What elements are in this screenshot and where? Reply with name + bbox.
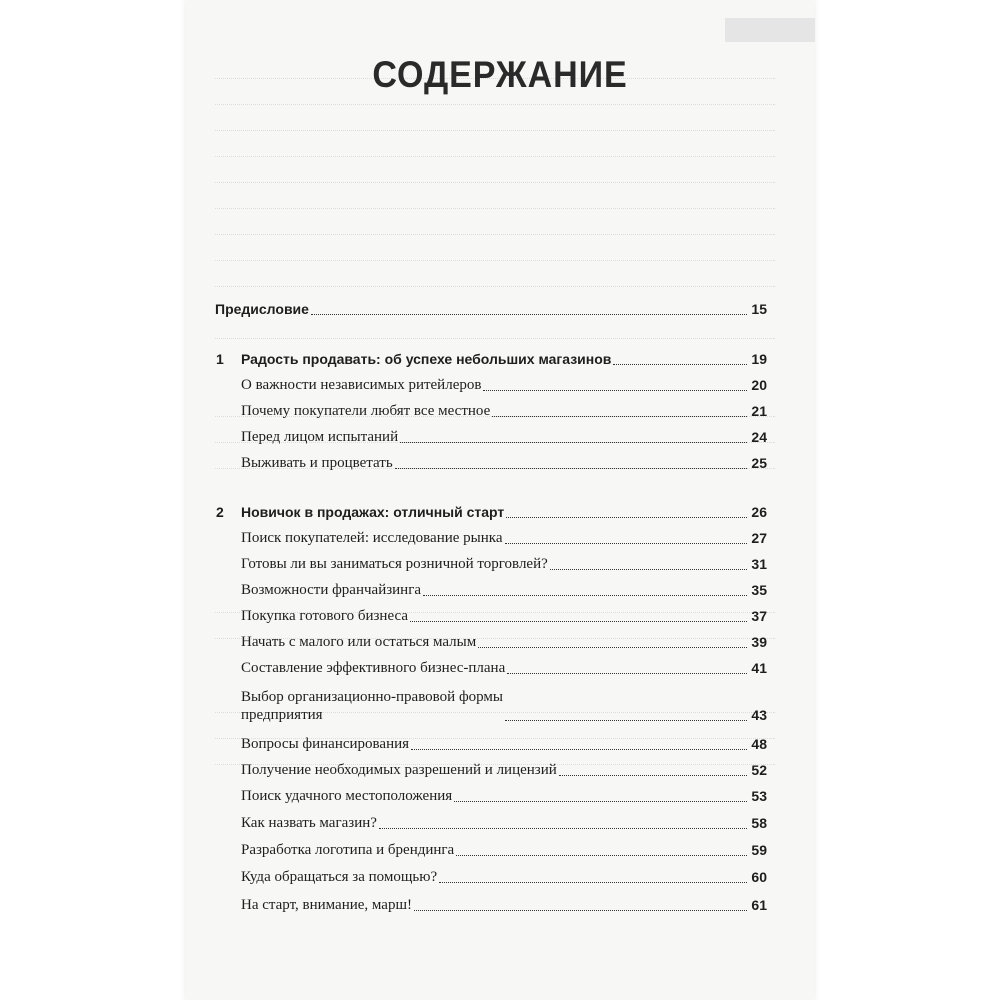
- toc-leader-dots: [505, 720, 747, 721]
- toc-section[interactable]: [241, 402, 767, 420]
- toc-entry-label: Получение необходимых разрешений и лицензий: [241, 762, 557, 778]
- toc-page-number: 58: [751, 815, 767, 831]
- toc-leader-dots: [478, 647, 747, 648]
- toc-page-number: 52: [751, 762, 767, 778]
- toc-entry-label: Почему покупатели любят все местное: [241, 403, 491, 419]
- toc-leader-dots: [379, 828, 748, 829]
- toc-section[interactable]: [241, 454, 767, 472]
- toc-section[interactable]: [241, 761, 767, 779]
- toc-chapter-1[interactable]: [216, 350, 767, 368]
- toc-section[interactable]: [241, 787, 767, 805]
- toc-page-number: 41: [751, 660, 767, 676]
- toc-page-number: 15: [751, 301, 767, 317]
- toc-section[interactable]: [241, 607, 767, 625]
- toc-entry-label: Предисловие: [215, 301, 309, 317]
- toc-page-number: 25: [751, 455, 767, 471]
- toc-leader-dots: [414, 910, 747, 911]
- toc-leader-dots: [400, 442, 747, 443]
- toc-chapter-2[interactable]: [216, 503, 767, 521]
- toc-entry-label: Вопросы финансирования: [241, 736, 410, 752]
- toc-section[interactable]: [241, 581, 767, 599]
- book-page: [185, 0, 815, 1000]
- toc-leader-dots: [456, 855, 747, 856]
- toc-page-number: 20: [751, 377, 767, 393]
- toc-page-number: 59: [751, 842, 767, 858]
- toc-entry-label: Куда обращаться за помощью?: [241, 869, 438, 885]
- toc-section[interactable]: [241, 428, 767, 446]
- toc-page-number: 35: [751, 582, 767, 598]
- toc-section[interactable]: [241, 529, 767, 547]
- table-of-contents: [185, 0, 815, 1000]
- toc-leader-dots: [492, 416, 747, 417]
- toc-entry-label: Как назвать магазин?: [241, 815, 377, 831]
- toc-entry-preface[interactable]: [215, 300, 767, 318]
- toc-entry-label: Выбор организационно-правовой формы предприятия: [241, 689, 504, 723]
- toc-page-number: 60: [751, 869, 767, 885]
- toc-section[interactable]: [241, 376, 767, 394]
- toc-entry-label: Начать с малого или остаться малым: [241, 634, 477, 650]
- toc-entry-label: Готовы ли вы заниматься розничной торговлей?: [241, 556, 548, 572]
- toc-leader-dots: [483, 390, 747, 391]
- toc-entry-label: Поиск покупателей: исследование рынка: [241, 530, 503, 546]
- toc-section[interactable]: [241, 735, 767, 753]
- toc-entry-label: Разработка логотипа и брендинга: [241, 842, 455, 858]
- toc-page-number: 19: [751, 351, 767, 367]
- toc-leader-dots: [506, 517, 747, 518]
- toc-leader-dots: [613, 364, 747, 365]
- toc-entry-label: Выживать и процветать: [241, 455, 393, 471]
- toc-entry-label: Перед лицом испытаний: [241, 429, 399, 445]
- toc-page-number: 24: [751, 429, 767, 445]
- toc-section[interactable]: [241, 814, 767, 832]
- toc-section[interactable]: [241, 659, 767, 677]
- page-title: СОДЕРЖАНИЕ: [372, 54, 628, 95]
- toc-entry-label: О важности независимых ритейлеров: [241, 377, 482, 393]
- toc-entry-label: Возможности франчайзинга: [241, 582, 422, 598]
- toc-page-number: 43: [751, 707, 767, 723]
- toc-page-number: 26: [751, 504, 767, 520]
- toc-entry-label: Поиск удачного местоположения: [241, 788, 453, 804]
- toc-page-number: 31: [751, 556, 767, 572]
- toc-leader-dots: [454, 801, 747, 802]
- toc-page-number: 61: [751, 897, 767, 913]
- toc-section[interactable]: [241, 841, 767, 859]
- toc-page-number: 27: [751, 530, 767, 546]
- toc-entry-label: На старт, внимание, марш!: [241, 897, 413, 913]
- toc-leader-dots: [507, 673, 747, 674]
- toc-section[interactable]: [241, 868, 767, 886]
- toc-entry-label: Покупка готового бизнеса: [241, 608, 408, 624]
- toc-section[interactable]: [241, 688, 767, 724]
- toc-section[interactable]: [241, 896, 767, 914]
- toc-leader-dots: [550, 569, 748, 570]
- toc-leader-dots: [423, 595, 747, 596]
- toc-chapter-number: 2: [216, 504, 224, 520]
- toc-leader-dots: [311, 314, 747, 315]
- toc-page-number: 48: [751, 736, 767, 752]
- toc-page-number: 37: [751, 608, 767, 624]
- toc-entry-label: Составление эффективного бизнес-плана: [241, 660, 506, 676]
- toc-page-number: 53: [751, 788, 767, 804]
- toc-section[interactable]: [241, 555, 767, 573]
- toc-section[interactable]: [241, 633, 767, 651]
- toc-leader-dots: [410, 621, 747, 622]
- toc-leader-dots: [395, 468, 748, 469]
- toc-leader-dots: [505, 543, 748, 544]
- toc-entry-label: Новичок в продажах: отличный старт: [241, 504, 505, 520]
- toc-chapter-number: 1: [216, 351, 224, 367]
- toc-leader-dots: [411, 749, 747, 750]
- toc-leader-dots: [559, 775, 748, 776]
- toc-page-number: 39: [751, 634, 767, 650]
- toc-leader-dots: [439, 882, 747, 883]
- toc-page-number: 21: [751, 403, 767, 419]
- toc-entry-label: Радость продавать: об успехе небольших магазинов: [241, 351, 612, 367]
